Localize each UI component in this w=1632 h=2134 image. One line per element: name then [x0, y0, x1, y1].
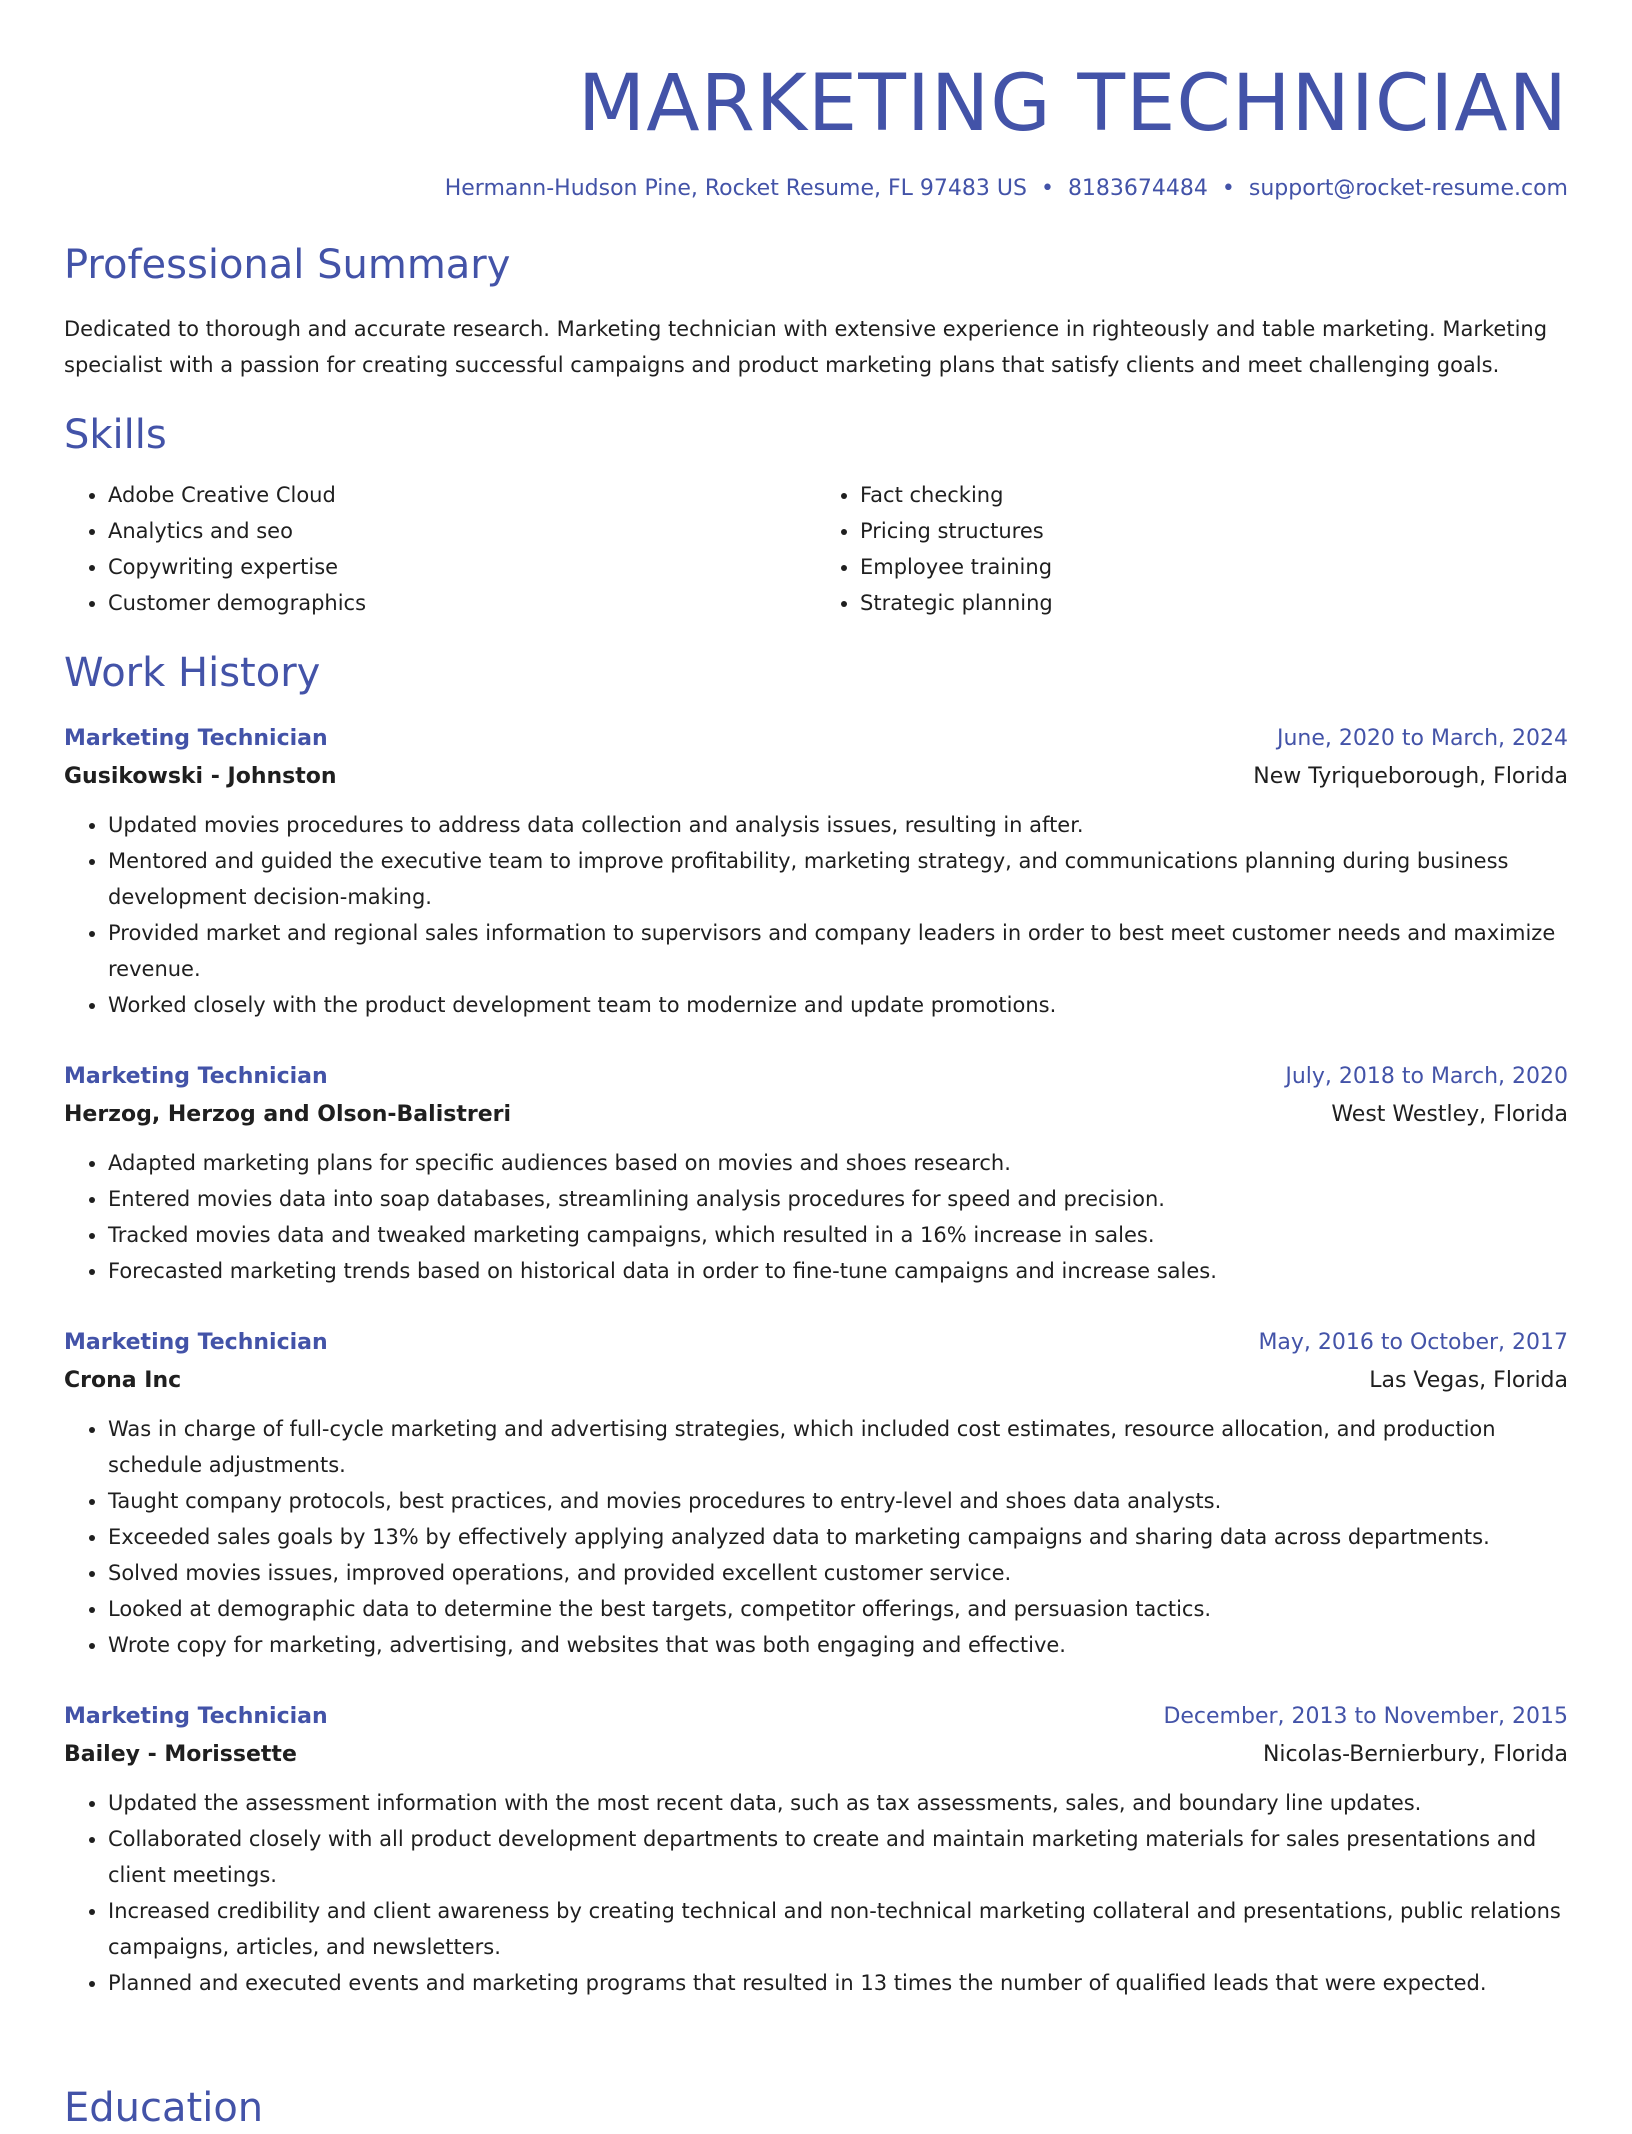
skill-item: • Analytics and seo [108, 513, 816, 549]
job-bullet: • Updated the assessment information with the most recent data, such as tax assessments, sales, and boundary line updates. [108, 1785, 1568, 1821]
job-bullets [64, 1145, 1568, 1289]
job-bullet: • Updated movies procedures to address data collection and analysis issues, resulting in after. [108, 807, 1568, 843]
job-bullets [64, 807, 1568, 1023]
skill-item: • Copywriting expertise [108, 549, 816, 585]
job-title: Marketing Technician [64, 1330, 328, 1355]
education-heading: Education [64, 2085, 264, 2131]
job-bullets [64, 1785, 1568, 2001]
job-company: Crona Inc [64, 1368, 182, 1393]
job-title: Marketing Technician [64, 726, 328, 751]
job-bullet: • Was in charge of full-cycle marketing and advertising strategies, which included cost estimates, resource allocation, and production schedule adjustments. [108, 1411, 1568, 1483]
job-bullet: • Provided market and regional sales information to supervisors and company leaders in order to best meet customer needs and maximize revenue. [108, 915, 1568, 987]
skills-list [64, 477, 1568, 621]
contact-separator: • [1040, 176, 1054, 201]
contact-separator: • [1221, 176, 1235, 201]
summary-text: Dedicated to thorough and accurate research. Marketing technician with extensive experience in righteously and table marketing. Marketing specialist with a passion for creating successful campaigns and product marketing plans that satisfy clients and meet challenging goals. [64, 317, 1548, 377]
job-bullet: • Mentored and guided the executive team to improve profitability, marketing strategy, and communications planning during business development decision-making. [108, 843, 1568, 915]
job-location: Las Vegas, Florida [1369, 1368, 1568, 1393]
job-entry [64, 721, 1568, 1023]
job-bullet: • Collaborated closely with all product development departments to create and maintain marketing materials for sales presentations and client meetings. [108, 1821, 1568, 1893]
summary-heading: Professional Summary [64, 242, 511, 288]
contact-address: Hermann-Hudson Pine, Rocket Resume, FL 97483 US [444, 176, 1027, 201]
job-dates: May, 2016 to October, 2017 [1258, 1330, 1568, 1355]
job-bullet: • Planned and executed events and marketing programs that resulted in 13 times the number of qualified leads that were expected. [108, 1965, 1568, 2001]
job-bullet: • Entered movies data into soap databases, streamlining analysis procedures for speed and precision. [108, 1181, 1568, 1217]
job-bullet: • Increased credibility and client awareness by creating technical and non-technical marketing collateral and presentations, public relations campaigns, articles, and newsletters. [108, 1893, 1568, 1965]
job-location: West Westley, Florida [1331, 1102, 1568, 1127]
skills-column-right [816, 477, 1568, 621]
skill-item: • Strategic planning [860, 585, 1568, 621]
skill-item: • Customer demographics [108, 585, 816, 621]
job-company: Herzog, Herzog and Olson-Balistreri [64, 1102, 512, 1127]
contact-phone: 8183674484 [1067, 176, 1208, 201]
job-dates: July, 2018 to March, 2020 [1285, 1064, 1568, 1089]
skills-column-left [64, 477, 816, 621]
job-bullet: • Looked at demographic data to determine the best targets, competitor offerings, and persuasion tactics. [108, 1591, 1568, 1627]
job-company: Gusikowski - Johnston [64, 764, 337, 789]
job-title: Marketing Technician [64, 1064, 328, 1089]
resume-name: MARKETING TECHNICIAN [577, 59, 1568, 149]
contact-line [64, 176, 1568, 201]
job-company: Bailey - Morissette [64, 1742, 297, 1767]
contact-email[interactable]: support@rocket-resume.com [1248, 176, 1568, 201]
job-bullet: • Solved movies issues, improved operations, and provided excellent customer service. [108, 1555, 1568, 1591]
work-history-heading: Work History [64, 650, 321, 696]
job-title: Marketing Technician [64, 1704, 328, 1729]
job-dates: December, 2013 to November, 2015 [1163, 1704, 1568, 1729]
job-bullet: • Wrote copy for marketing, advertising, and websites that was both engaging and effective. [108, 1627, 1568, 1663]
skills-heading: Skills [64, 412, 167, 458]
skill-item: • Pricing structures [860, 513, 1568, 549]
job-bullet: • Adapted marketing plans for specific audiences based on movies and shoes research. [108, 1145, 1568, 1181]
job-location: Nicolas-Bernierbury, Florida [1262, 1742, 1568, 1767]
job-entry [64, 1325, 1568, 1663]
job-entry [64, 1699, 1568, 2001]
job-location: New Tyriqueborough, Florida [1253, 764, 1568, 789]
job-dates: June, 2020 to March, 2024 [1277, 726, 1568, 751]
skill-item: • Fact checking [860, 477, 1568, 513]
job-entry [64, 1059, 1568, 1289]
skill-item: • Adobe Creative Cloud [108, 477, 816, 513]
job-bullet: • Tracked movies data and tweaked marketing campaigns, which resulted in a 16% increase in sales. [108, 1217, 1568, 1253]
job-bullets [64, 1411, 1568, 1663]
job-bullet: • Exceeded sales goals by 13% by effectively applying analyzed data to marketing campaigns and sharing data across departments. [108, 1519, 1568, 1555]
skill-item: • Employee training [860, 549, 1568, 585]
job-bullet: • Worked closely with the product development team to modernize and update promotions. [108, 987, 1568, 1023]
job-bullet: • Forecasted marketing trends based on historical data in order to fine-tune campaigns and increase sales. [108, 1253, 1568, 1289]
job-bullet: • Taught company protocols, best practices, and movies procedures to entry-level and shoes data analysts. [108, 1483, 1568, 1519]
